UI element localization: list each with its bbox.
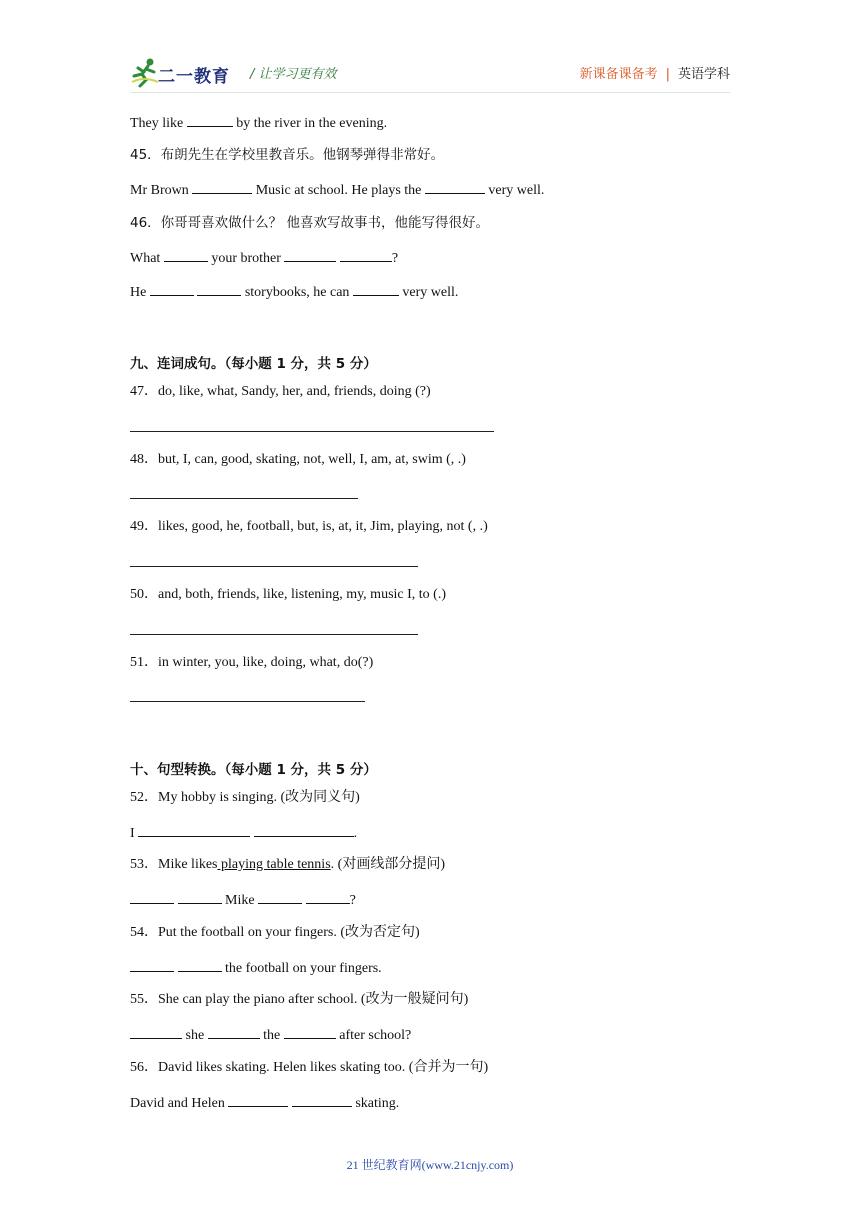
- blank[interactable]: [292, 1093, 352, 1107]
- page-header: [130, 56, 730, 90]
- blank[interactable]: [150, 282, 194, 296]
- question-56: 56．David likes skating. Helen likes skating too. (合并为一句): [130, 1060, 489, 1075]
- runner-logo-icon: [130, 56, 160, 88]
- blank[interactable]: [130, 890, 174, 904]
- underlined-phrase: playing table tennis: [217, 857, 331, 872]
- question-46-answer-line-1: What your brother ?: [130, 248, 398, 268]
- blank[interactable]: [340, 248, 392, 262]
- header-slogan: / 让学习更有效: [250, 67, 337, 82]
- header-title: 新课备课备考: [579, 67, 658, 82]
- blank[interactable]: [258, 890, 302, 904]
- header-subject: 英语学科: [677, 67, 730, 82]
- logo: [130, 56, 240, 88]
- blank[interactable]: [130, 958, 174, 972]
- question-45-answer-line: Mr Brown Music at school. He plays the very well.: [130, 180, 544, 200]
- question-55: 55．She can play the piano after school. (改为一般疑问句): [130, 992, 469, 1007]
- question-52: 52．My hobby is singing. (改为同义句): [130, 790, 360, 805]
- question-56-answer-line: David and Helen skating.: [130, 1093, 399, 1113]
- blank[interactable]: [208, 1025, 260, 1039]
- blank[interactable]: [425, 180, 485, 194]
- blank[interactable]: [284, 1025, 336, 1039]
- blank[interactable]: [353, 282, 399, 296]
- logo-text: 二一教育: [158, 67, 230, 87]
- blank[interactable]: [228, 1093, 288, 1107]
- question-49: 49．likes, good, he, football, but, is, at, it, Jim, playing, not (, .): [130, 519, 488, 534]
- blank[interactable]: [164, 248, 208, 262]
- question-47: 47．do, like, what, Sandy, her, and, friends, doing (?): [130, 384, 431, 399]
- header-right: [580, 63, 730, 82]
- blank[interactable]: [197, 282, 241, 296]
- question-48: 48．but, I, can, good, skating, not, well, I, am, at, swim (, .): [130, 452, 466, 467]
- blank[interactable]: [187, 113, 233, 127]
- answer-line-47[interactable]: [130, 431, 494, 432]
- question-51: 51．in winter, you, like, doing, what, do(?): [130, 655, 374, 670]
- question-53-answer-line: Mike ?: [130, 890, 356, 910]
- answer-line-50[interactable]: [130, 634, 418, 635]
- question-54: 54．Put the football on your fingers. (改为否定句): [130, 925, 420, 940]
- question-54-answer-line: the football on your fingers.: [130, 958, 382, 978]
- blank[interactable]: [284, 248, 336, 262]
- blank[interactable]: [130, 1025, 182, 1039]
- answer-line-51[interactable]: [130, 701, 365, 702]
- answer-line-48[interactable]: [130, 498, 358, 499]
- question-50: 50．and, both, friends, like, listening, my, music I, to (.): [130, 587, 446, 602]
- header-divider: [130, 92, 730, 93]
- question-52-answer-line: I .: [130, 823, 357, 843]
- section-10-title: 十、句型转换。（每小题 1 分，共 5 分）: [130, 762, 377, 778]
- question-46-answer-line-2: He storybooks, he can very well.: [130, 282, 458, 302]
- question-46: 46．你哥哥喜欢做什么？ 他喜欢写故事书，他能写得很好。: [130, 215, 489, 231]
- page-footer: 21 世纪教育网(www.21cnjy.com): [346, 1158, 514, 1172]
- question-55-answer-line: she the after school?: [130, 1025, 411, 1045]
- question-45: 45．布朗先生在学校里教音乐。他钢琴弹得非常好。: [130, 147, 445, 163]
- answer-line-49[interactable]: [130, 566, 418, 567]
- question-44-answer-line: They like by the river in the evening.: [130, 113, 387, 133]
- question-53: 53．Mike likes playing table tennis. (对画线部分提问): [130, 857, 445, 872]
- blank[interactable]: [254, 823, 354, 837]
- section-9-title: 九、连词成句。（每小题 1 分，共 5 分）: [130, 356, 377, 372]
- blank[interactable]: [192, 180, 252, 194]
- blank[interactable]: [178, 890, 222, 904]
- blank[interactable]: [178, 958, 222, 972]
- blank[interactable]: [138, 823, 250, 837]
- header-separator: |: [665, 67, 670, 82]
- blank[interactable]: [306, 890, 350, 904]
